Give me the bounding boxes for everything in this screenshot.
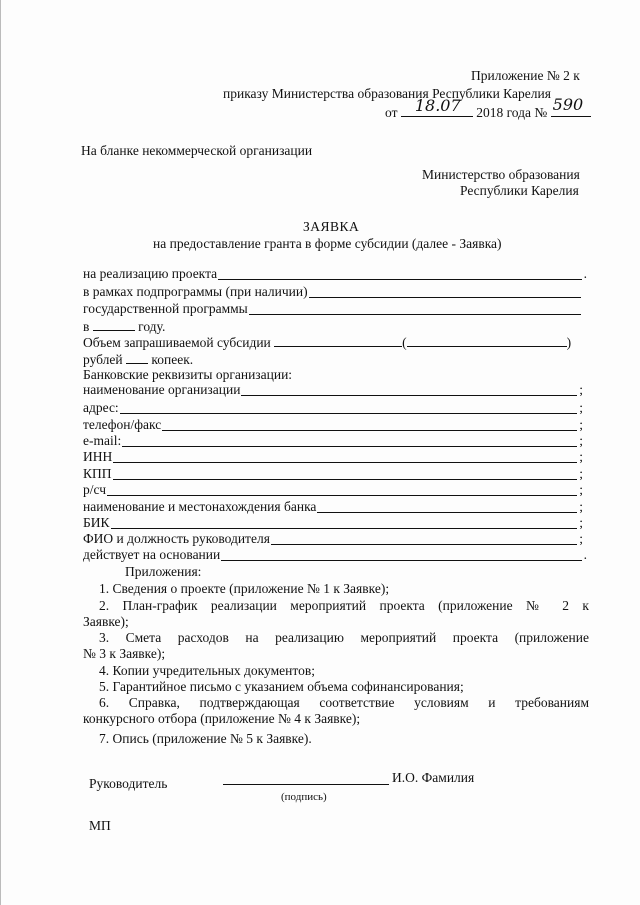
signature-caption: (подпись) — [281, 791, 327, 803]
date-from-label: от — [385, 105, 398, 120]
attachment-item: 7. Опись (приложение № 5 к Заявке). — [99, 731, 312, 746]
stamp-label: МП — [89, 818, 111, 833]
field-basis: действует на основании . — [83, 547, 587, 562]
field-year: в году. — [83, 319, 166, 334]
field-amount: Объем запрашиваемой субсидии ( ) — [83, 335, 572, 350]
field-head: ФИО и должность руководителя ; — [83, 531, 583, 546]
recipient-line1: Министерство образования — [422, 167, 580, 182]
field-subprogram: в рамках подпрограммы (при наличии) — [83, 284, 581, 300]
field-email: e-mail: ; — [83, 433, 583, 448]
field-bank: наименование и местонахождения банка ; — [83, 499, 583, 514]
attachment-item-cont: Заявке); — [83, 614, 129, 629]
field-bik: БИК ; — [83, 515, 583, 530]
document-subtitle: на предоставление гранта в форме субсидии (далее - Заявка) — [153, 236, 502, 251]
amount-words-blank — [407, 334, 567, 347]
number-handwritten: 590 — [552, 95, 584, 114]
order-label: приказу Министерства образования Республики Карелия — [223, 86, 551, 101]
year-label: 2018 года № — [476, 105, 548, 120]
attachment-item-cont: конкурсного отбора (приложение № 4 к Заявке); — [83, 711, 361, 726]
recipient-line2: Республики Карелия — [460, 183, 579, 198]
order-date-line — [385, 95, 591, 121]
blank-note: На бланке некоммерческой организации — [81, 143, 313, 158]
attachment-item: 6. Справка, подтверждающая соответствие условиям и требованиям — [99, 695, 589, 710]
attachment-item-cont: № 3 к Заявке); — [83, 646, 166, 661]
signature-line — [223, 784, 389, 785]
field-phone: телефон/факс ; — [83, 417, 583, 432]
field-rubles: рублей копеек. — [83, 352, 194, 367]
kopecks-blank — [126, 351, 148, 364]
date-blank — [401, 96, 473, 117]
field-account: р/сч ; — [83, 482, 583, 497]
signature-role: Руководитель — [89, 776, 168, 791]
date-handwritten: 18.07 — [414, 96, 461, 115]
field-program: государственной программы — [83, 301, 581, 317]
appendix-label: Приложение № 2 к — [471, 68, 580, 83]
attachment-item: 2. План-график реализации мероприятий проекта (приложение № 2 к — [99, 598, 589, 613]
attachments-heading: Приложения: — [125, 564, 202, 579]
attachment-item: 5. Гарантийное письмо с указанием объема софинансирования; — [99, 679, 464, 694]
number-blank — [551, 95, 591, 117]
field-org-name: наименование организации ; — [83, 382, 583, 397]
attachment-item: 3. Смета расходов на реализацию мероприятий проекта (приложение — [99, 630, 589, 645]
attachment-item: 1. Сведения о проекте (приложение № 1 к Заявке); — [99, 581, 390, 596]
field-address: адрес: ; — [83, 400, 583, 415]
signature-name: И.О. Фамилия — [392, 770, 475, 785]
bank-details-heading: Банковские реквизиты организации: — [83, 367, 293, 382]
document-title: ЗАЯВКА — [303, 219, 360, 234]
year-blank — [93, 318, 135, 331]
attachment-item: 4. Копии учредительных документов; — [99, 663, 315, 678]
amount-blank — [274, 334, 402, 347]
field-project: на реализацию проекта . — [83, 266, 587, 281]
field-inn: ИНН ; — [83, 449, 583, 464]
field-kpp: КПП ; — [83, 466, 583, 481]
